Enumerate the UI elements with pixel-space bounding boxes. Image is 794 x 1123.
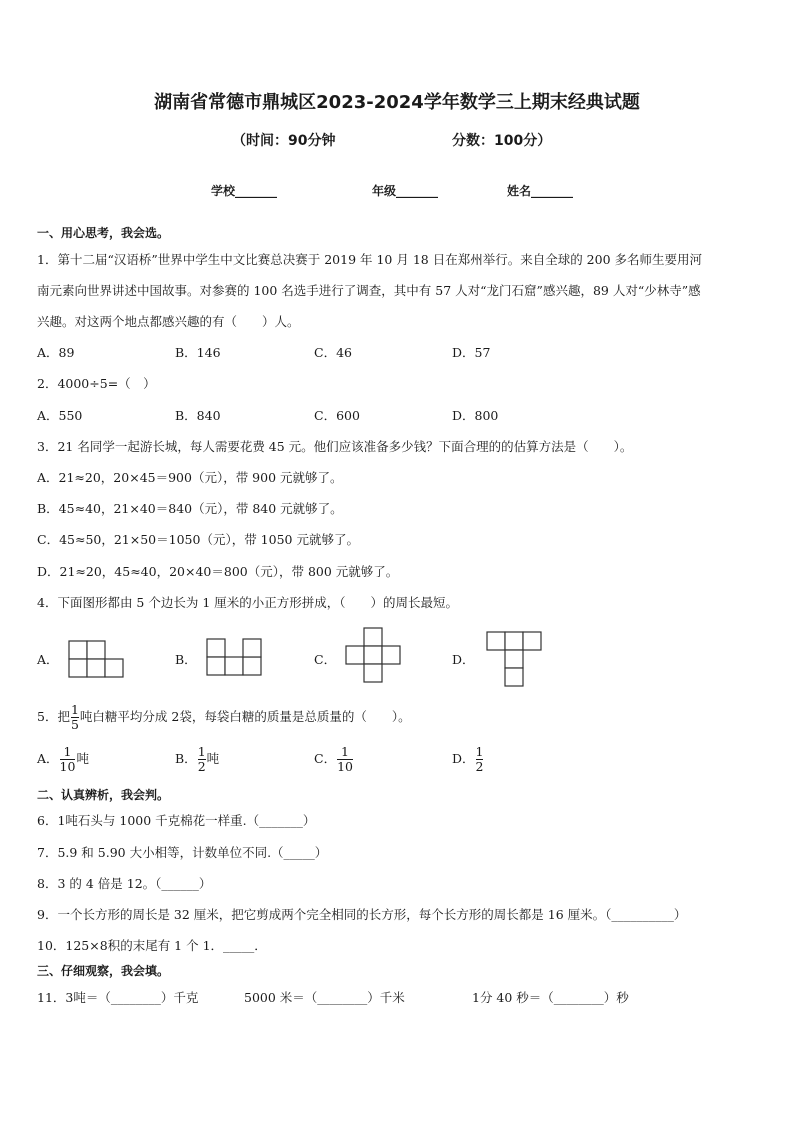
q5-option-a-label: A． bbox=[37, 751, 59, 766]
q5-option-d-label: D． bbox=[452, 751, 475, 766]
q1-option-c: C．46 bbox=[314, 345, 352, 360]
q1-option-d: D．57 bbox=[452, 345, 491, 360]
q5-option-b-unit: 吨 bbox=[206, 751, 220, 766]
q6-statement: 6．1吨石头与 1000 千克棉花一样重.（_______） bbox=[37, 813, 316, 828]
q7-statement: 7．5.9 和 5.90 大小相等，计数单位不同.（_____） bbox=[37, 845, 328, 860]
q3-option-b: B．45≈40，21×40＝840（元），带 840 元就够了。 bbox=[37, 501, 343, 516]
q5-option-d-fraction bbox=[476, 745, 484, 774]
figure-d-square bbox=[523, 632, 541, 650]
figure-a-square bbox=[69, 659, 87, 677]
q4-option-c-label: C． bbox=[314, 652, 337, 667]
q5-numerator: 1 bbox=[70, 702, 79, 717]
school-field: 学校_______ bbox=[211, 184, 278, 198]
section-3-heading: 三、仔细观察，我会填。 bbox=[37, 964, 170, 978]
q2-option-a: A．550 bbox=[37, 408, 83, 423]
figure-b-square bbox=[243, 639, 261, 657]
q2-option-c: C．600 bbox=[314, 408, 360, 423]
q8-statement: 8．3 的 4 倍是 12。（______） bbox=[37, 876, 212, 891]
figure-a-square bbox=[87, 659, 105, 677]
q4-option-a-label: A． bbox=[37, 652, 59, 667]
q5-option-b bbox=[175, 745, 219, 774]
q5-stem-pre: 5．把 bbox=[37, 709, 70, 724]
q5-stem-post: 吨白糖平均分成 2袋，每袋白糖的质量是总质量的（ ）。 bbox=[79, 709, 411, 724]
grade-field: 年级_______ bbox=[372, 184, 439, 198]
q4-figure-a bbox=[68, 640, 128, 685]
q5-fraction bbox=[71, 703, 79, 732]
score-info: 分数：100分） bbox=[452, 133, 552, 149]
q1-line-3: 兴趣。对这两个地点都感兴趣的有（ ）人。 bbox=[37, 314, 300, 329]
q10-statement: 10．125×8积的末尾有 1 个 1．_____． bbox=[37, 938, 267, 953]
figure-d-square bbox=[505, 668, 523, 686]
q5-option-a-unit: 吨 bbox=[76, 751, 89, 766]
section-1-heading: 一、用心思考，我会选。 bbox=[37, 226, 170, 240]
q4-figure-b bbox=[206, 638, 268, 683]
q5-option-c-label: C． bbox=[314, 751, 337, 766]
q1-line-2: 南元素向世界讲述中国故事。对参赛的 100 名选手进行了调查，其中有 57 人对“龙门石窟”感兴趣，89 人对“少林寺”感 bbox=[37, 283, 701, 298]
figure-d-square bbox=[505, 632, 523, 650]
q5-option-d bbox=[452, 745, 484, 774]
q5-option-c-denominator: 10 bbox=[337, 759, 353, 774]
q5-denominator: 5 bbox=[70, 717, 79, 732]
figure-c-square bbox=[364, 664, 382, 682]
page-title: 湖南省常德市鼎城区2023-2024学年数学三上期末经典试题 bbox=[154, 92, 640, 113]
q11-part-2: 5000 米＝（________）千米 bbox=[244, 990, 405, 1005]
figure-d-square bbox=[487, 632, 505, 650]
q5-option-a-denominator: 10 bbox=[59, 759, 76, 774]
q5-option-b-numerator: 1 bbox=[197, 744, 206, 759]
q11-part-1: 11．3吨＝（________）千克 bbox=[37, 990, 199, 1005]
figure-a-square bbox=[105, 659, 123, 677]
figure-c-square bbox=[364, 646, 382, 664]
figure-c-square bbox=[382, 646, 400, 664]
q5-option-a-fraction bbox=[60, 745, 76, 774]
q2-option-b: B．840 bbox=[175, 408, 221, 423]
q9-statement: 9．一个长方形的周长是 32 厘米，把它剪成两个完全相同的长方形，每个长方形的周长都是 16 厘米。（__________） bbox=[37, 907, 687, 922]
q4-stem: 4．下面图形都由 5 个边长为 1 厘米的小正方形拼成，（ ）的周长最短。 bbox=[37, 595, 459, 610]
q1-option-a: A．89 bbox=[37, 345, 75, 360]
q1-option-b: B．146 bbox=[175, 345, 221, 360]
figure-a-square bbox=[87, 641, 105, 659]
figure-d-square bbox=[505, 650, 523, 668]
section-2-heading: 二、认真辨析，我会判。 bbox=[37, 788, 170, 802]
q5-option-a-numerator: 1 bbox=[63, 744, 72, 759]
name-field: 姓名_______ bbox=[507, 184, 574, 198]
q5-option-a bbox=[37, 745, 89, 774]
q1-line-1: 1．第十二届“汉语桥”世界中学生中文比赛总决赛于 2019 年 10 月 18 日在郑州举行。来自全球的 200 多名师生要用河 bbox=[37, 252, 703, 267]
figure-a-square bbox=[69, 641, 87, 659]
q5-option-c bbox=[314, 745, 354, 774]
q5-option-b-denominator: 2 bbox=[197, 759, 206, 774]
figure-c-square bbox=[364, 628, 382, 646]
q5-option-d-numerator: 1 bbox=[475, 744, 484, 759]
q5-option-c-numerator: 1 bbox=[341, 744, 349, 759]
q3-option-d: D．21≈20，45≈40，20×40＝800（元），带 800 元就够了。 bbox=[37, 564, 399, 579]
q4-option-d-label: D． bbox=[452, 652, 475, 667]
q5-stem bbox=[37, 703, 411, 732]
q3-option-a: A．21≈20，20×45＝900（元），带 900 元就够了。 bbox=[37, 470, 343, 485]
figure-c-square bbox=[346, 646, 364, 664]
figure-b-square bbox=[225, 657, 243, 675]
q11-part-3: 1分 40 秒＝（________）秒 bbox=[472, 990, 629, 1005]
q4-option-b-label: B． bbox=[175, 652, 197, 667]
q5-option-b-fraction bbox=[198, 745, 206, 774]
q2-stem: 2．4000÷5=（ ） bbox=[37, 376, 156, 391]
q3-option-c: C．45≈50，21×50＝1050（元），带 1050 元就够了。 bbox=[37, 532, 359, 547]
q5-option-b-label: B． bbox=[175, 751, 197, 766]
q2-option-d: D．800 bbox=[452, 408, 499, 423]
q5-option-d-denominator: 2 bbox=[475, 759, 484, 774]
figure-b-square bbox=[207, 639, 225, 657]
time-info: （时间：90分钟 bbox=[232, 133, 336, 149]
q3-stem: 3．21 名同学一起游长城，每人需要花费 45 元。他们应该准备多少钱？下面合理的的估算方法是（ ）。 bbox=[37, 439, 633, 454]
q4-figure-d bbox=[486, 631, 546, 691]
q4-figure-c bbox=[345, 627, 405, 687]
figure-b-square bbox=[243, 657, 261, 675]
figure-b-square bbox=[207, 657, 225, 675]
q5-option-c-fraction bbox=[337, 745, 353, 774]
